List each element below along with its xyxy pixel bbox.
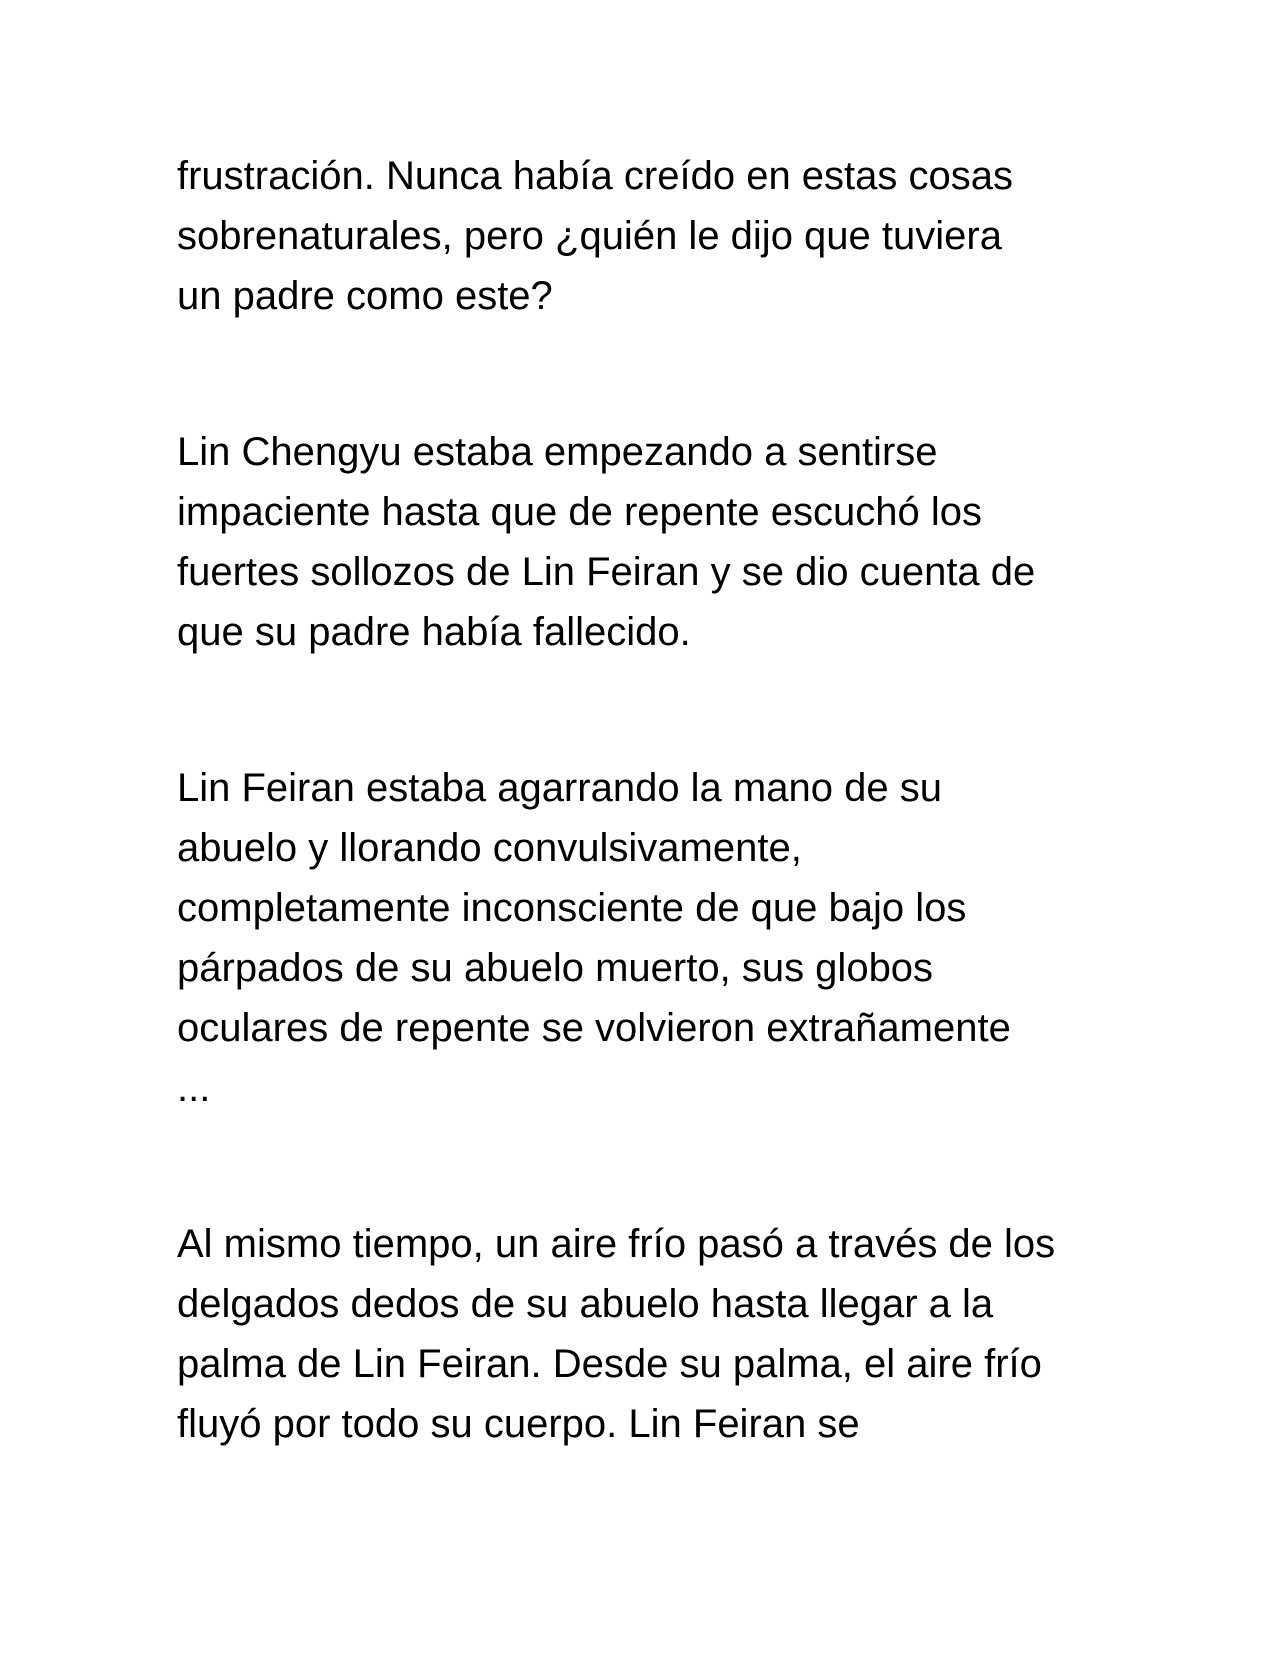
text-line: que su padre había fallecido. [177,610,691,654]
paragraph-2 [177,422,1137,662]
text-line: ... [177,1066,211,1110]
text-line: un padre como este? [177,274,553,318]
text-line: Lin Feiran estaba agarrando la mano de su [177,766,942,810]
paragraph-3 [177,758,1137,1118]
text-line: fluyó por todo su cuerpo. Lin Feiran se [177,1402,860,1446]
text-line: Al mismo tiempo, un aire frío pasó a través de los [177,1222,1056,1266]
text-line: completamente inconsciente de que bajo los [177,886,967,930]
text-line: Lin Chengyu estaba empezando a sentirse [177,430,938,474]
text-line: abuelo y llorando convulsivamente, [177,826,802,870]
document-body [177,146,1137,1550]
text-line: palma de Lin Feiran. Desde su palma, el aire frío [177,1342,1042,1386]
text-line: párpados de su abuelo muerto, sus globos [177,946,934,990]
paragraph-1 [177,146,1137,326]
paragraph-4 [177,1214,1137,1454]
text-line: oculares de repente se volvieron extrañamente [177,1006,1011,1050]
text-line: frustración. Nunca había creído en estas cosas [177,154,1014,198]
text-line: fuertes sollozos de Lin Feiran y se dio cuenta de [177,550,1036,594]
text-line: sobrenaturales, pero ¿quién le dijo que tuviera [177,214,1002,258]
text-line: impaciente hasta que de repente escuchó los [177,490,982,534]
text-line: delgados dedos de su abuelo hasta llegar a la [177,1282,994,1326]
